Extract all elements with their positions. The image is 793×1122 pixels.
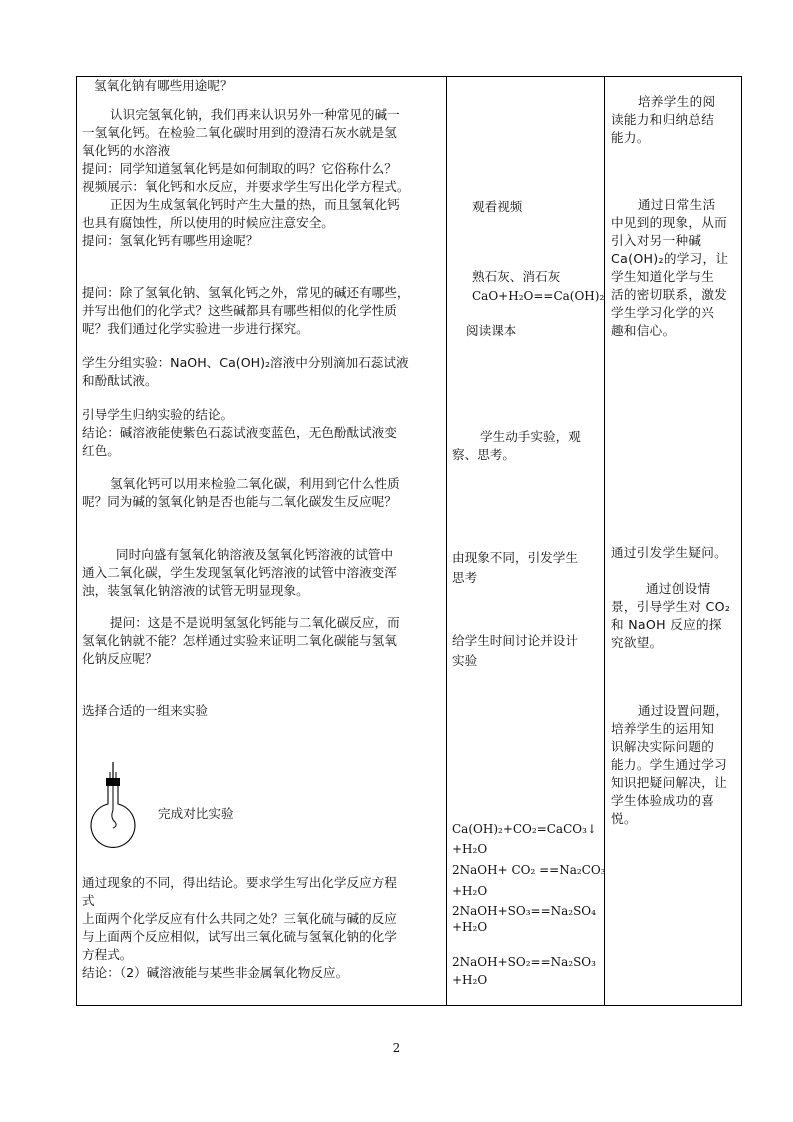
goal-scenario: 究欲望。 xyxy=(611,635,663,650)
paragraph-line: 正因为生成氢氧化钙时产生大量的热，而且氢氧化钙 xyxy=(110,197,400,212)
conclusion-2: 结论：（2）碱溶液能与某些非金属氧化物反应。 xyxy=(82,965,349,980)
goal-raise-question: 通过引发学生疑问。 xyxy=(611,545,728,560)
guide-conclusion: 引导学生归纳实验的结论。 xyxy=(82,407,234,422)
group-experiment: 学生分组实验：NaOH、Ca(OH)₂溶液中分别滴加石蕊试液 xyxy=(82,355,409,370)
goal-daily-life: 学生知道化学与生 xyxy=(611,269,715,284)
goal-daily-life: Ca(OH)₂的学习，让 xyxy=(611,251,729,266)
watch-video: 观看视频 xyxy=(472,199,523,214)
paragraph-line: 和酚酞试液。 xyxy=(82,373,158,388)
equation-1: +H₂O xyxy=(452,842,488,856)
video-demo: 视频展示：氧化钙和水反应，并要求学生写出化学方程式。 xyxy=(82,179,410,194)
lime-names: 熟石灰、消石灰 xyxy=(472,269,561,284)
question-caoh2-uses: 提问：氢氧化钙有哪些用途呢？ xyxy=(82,233,259,248)
phenomenon-thinking: 由现象不同，引发学生 xyxy=(452,550,578,565)
hands-on: 察、思考。 xyxy=(452,447,515,462)
co2-experiment: 同时向盛有氢氧化钠溶液及氢氧化钙溶液的试管中 xyxy=(116,547,394,562)
paragraph-line: 通入二氧化碳，学生发现氢氧化钙溶液的试管中溶液变浑 xyxy=(82,565,397,580)
paragraph-line: 氢氧化钠就不能？怎样通过实验来证明二氧化碳能与氢氧 xyxy=(82,633,397,648)
column-divider xyxy=(446,77,447,1005)
conclusion-1: 结论：碱溶液能使紫色石蕊试液变蓝色，无色酚酞试液变 xyxy=(82,425,397,440)
goal-problem-solving: 通过设置问题， xyxy=(638,703,729,718)
goal-daily-life: 活的密切联系，激发 xyxy=(611,287,728,302)
co2-question: 氢氧化钙可以用来检验二氧化碳，利用到它什么性质 xyxy=(110,476,400,491)
contrast-experiment: 完成对比实验 xyxy=(158,806,234,821)
paragraph-line: 并写出他们的化学式？这些碱都具有哪些相似的化学性质 xyxy=(82,303,397,318)
goal-problem-solving: 能力。学生通过学习 xyxy=(611,757,728,772)
question-naoh-uses: 氢氧化钠有哪些用途呢？ xyxy=(94,78,233,93)
read-textbook: 阅读课本 xyxy=(466,323,517,338)
goal-problem-solving: 识解决实际问题的 xyxy=(611,739,715,754)
goal-problem-solving: 培养学生的运用知 xyxy=(611,721,715,736)
choose-experiment: 选择合适的一组来实验 xyxy=(82,703,208,718)
paragraph-line: 式 xyxy=(82,893,95,908)
goal-reading: 培养学生的阅 xyxy=(638,94,716,109)
paragraph-line: 认识完氢氧化钠，我们再来认识另外一种常见的碱一 xyxy=(110,107,400,122)
equation-4: +H₂O xyxy=(452,973,488,987)
equation-1: Ca(OH)₂+CO₂=CaCO₃↓ xyxy=(452,822,597,836)
flask-apparatus-icon xyxy=(88,760,138,860)
goal-scenario: 通过创设情 xyxy=(646,581,711,596)
goal-problem-solving: 学生体验成功的喜 xyxy=(611,793,715,808)
observe-conclude: 通过现象的不同，得出结论。要求学生写出化学反应方程 xyxy=(82,875,397,890)
equation-4: 2NaOH+SO₂==Na₂SO₃ xyxy=(452,955,596,969)
paragraph-line: 化钠反应呢？ xyxy=(82,651,158,666)
paragraph-line: 也具有腐蚀性，所以使用的时候应注意安全。 xyxy=(82,215,334,230)
goal-reading: 能力。 xyxy=(611,130,650,145)
hands-on: 学生动手实验，观 xyxy=(480,429,581,444)
paragraph-line: 氧化钙的水溶液 xyxy=(82,143,171,158)
question-preparation: 提问：同学知道氢氧化钙是如何制取的吗？它俗称什么？ xyxy=(82,161,397,176)
paragraph-line: 呢？我们通过化学实验进一步进行探究。 xyxy=(82,321,309,336)
goal-daily-life: 学生学习化学的兴 xyxy=(611,305,715,320)
goal-daily-life: 引入对另一种碱 xyxy=(611,233,702,248)
goal-problem-solving: 悦。 xyxy=(611,811,637,826)
common-features-question: 上面两个化学反应有什么共同之处？三氧化硫与碱的反应 xyxy=(82,911,397,926)
equation-2: +H₂O xyxy=(452,884,488,898)
goal-scenario: 和 NaOH 反应的探 xyxy=(611,617,722,632)
phenomenon-thinking: 思考 xyxy=(452,570,478,585)
equation-2: 2NaOH+ CO₂ ==Na₂CO₃ xyxy=(452,863,606,877)
paragraph-line: 方程式。 xyxy=(82,947,133,962)
paragraph-line: 与上面两个反应相似，试写出三氧化硫与氢氧化钠的化学 xyxy=(82,929,397,944)
goal-scenario: 景，引导学生对 CO₂ xyxy=(611,599,731,614)
equation-cao: CaO+H₂O==Ca(OH)₂ xyxy=(472,289,605,303)
equation-3: +H₂O xyxy=(452,920,488,934)
discussion-design: 实验 xyxy=(452,653,478,668)
question-design-experiment: 提问：这是不是说明氢氢化钙能与二氧化碳反应，而 xyxy=(110,615,400,630)
paragraph-line: 一氢氧化钙。在检验二氧化碳时用到的澄清石灰水就是氢 xyxy=(82,125,397,140)
goal-daily-life: 趣和信心。 xyxy=(611,323,676,338)
goal-problem-solving: 知识把疑问解决，让 xyxy=(611,775,728,790)
paragraph-line: 红色。 xyxy=(82,443,120,458)
goal-daily-life: 中见到的现象，从而 xyxy=(611,215,728,230)
equation-3: 2NaOH+SO₃==Na₂SO₄ xyxy=(452,904,596,918)
goal-daily-life: 通过日常生活 xyxy=(638,197,716,212)
goal-reading: 读能力和归纳总结 xyxy=(611,112,715,127)
discussion-design: 给学生时间讨论并设计 xyxy=(452,633,578,648)
paragraph-line: 浊，装氢氧化钠溶液的试管无明显现象。 xyxy=(82,583,309,598)
page-number: 2 xyxy=(392,1041,401,1055)
paragraph-line: 呢？同为碱的氢氧化钠是否也能与二氧化碳发生反应呢？ xyxy=(82,494,397,509)
question-other-bases: 提问：除了氢氧化钠、氢氧化钙之外，常见的碱还有哪些， xyxy=(82,285,410,300)
